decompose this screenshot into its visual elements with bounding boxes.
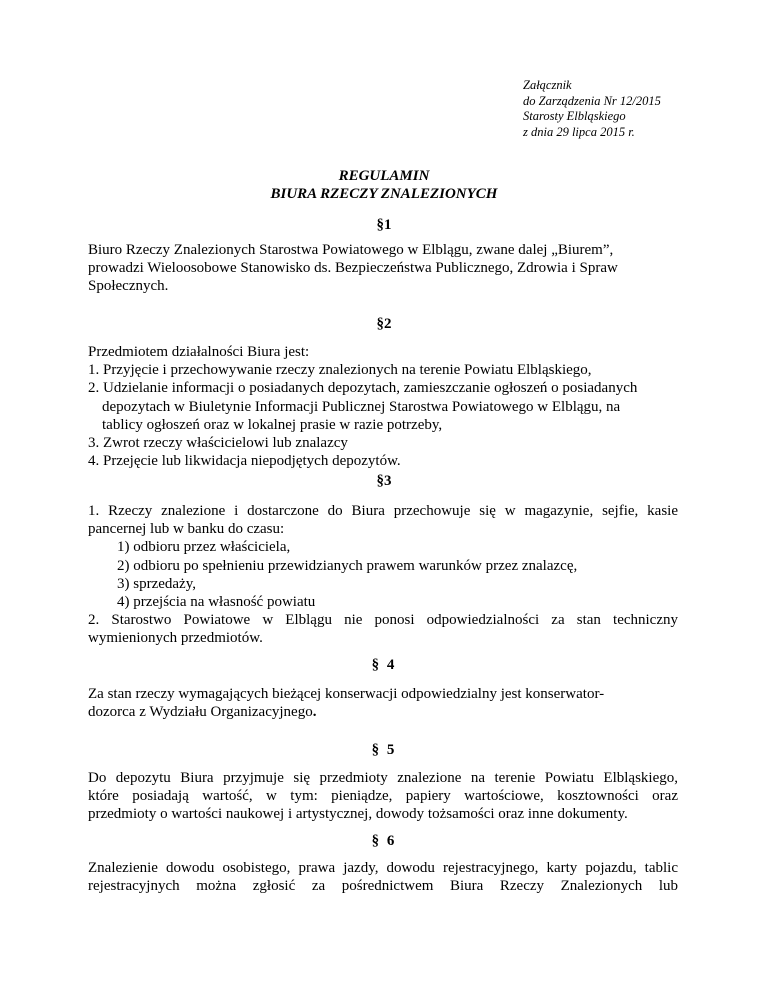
annex-line-4: z dnia 29 lipca 2015 r. [523, 124, 635, 139]
section-3-sub-1: 1) odbioru przez właściciela, [117, 539, 291, 556]
section-2-intro: Przedmiotem działalności Biura jest: [88, 344, 310, 360]
title-line-2: BIURA RZECZY ZNALEZIONYCH [270, 186, 498, 202]
section-2-item-2-cont: tablicy ogłoszeń oraz w lokalnej prasie w razie potrzeby, [102, 416, 443, 433]
section-1-line: prowadzi Wieloosobowe Stanowisko ds. Bezpieczeństwa Publicznego, Zdrowia i Spraw [88, 260, 618, 277]
section-3-body [88, 502, 678, 648]
section-5-line: przedmioty o wartości naukowej i artystycznej, dowody tożsamości oraz inne dokumenty. [88, 806, 628, 823]
section-4-heading: § 4 [371, 657, 397, 673]
section-6-line: rejestracyjnych można zgłosić za pośrednictwem Biura Rzeczy Znalezionych lub [88, 878, 678, 895]
section-2-body [88, 343, 678, 470]
section-3-para-2-cont: wymienionych przedmiotów. [88, 630, 263, 647]
section-5-body [88, 769, 678, 824]
section-3-heading: §3 [376, 473, 392, 489]
section-2-item-2-cont: depozytach w Biuletynie Informacji Publicznej Starostwa Powiatowego w Elblągu, na [102, 398, 621, 415]
section-2-item-3: 3. Zwrot rzeczy właścicielowi lub znalazcy [88, 435, 348, 452]
annex-note [523, 78, 661, 140]
section-3-sub-2: 2) odbioru po spełnieniu przewidzianych prawem warunków przez znalazcę, [117, 557, 578, 574]
section-1-line: Biuro Rzeczy Znalezionych Starostwa Powiatowego w Elblągu, zwane dalej „Biurem”, [88, 242, 614, 258]
section-2-item-4: 4. Przejęcie lub likwidacja niepodjętych depozytów. [88, 453, 401, 470]
section-4-line [88, 703, 678, 721]
annex-line-3: Starosty Elbląskiego [523, 109, 626, 123]
section-4-line-text: dozorca z Wydziału Organizacyjnego [88, 704, 313, 721]
annex-line-1: Załącznik [523, 78, 572, 92]
section-2-item-2: 2. Udzielanie informacji o posiadanych depozytach, zamieszczanie ogłoszeń o posiadanych [88, 380, 638, 397]
section-5-line: Do depozytu Biura przyjmuje się przedmioty znalezione na terenie Powiatu Elbląskiego, [88, 770, 678, 786]
section-5-heading: § 5 [371, 742, 397, 758]
title-line-1: REGULAMIN [338, 168, 430, 184]
section-5-line: które posiadają wartość, w tym: pieniądze, papiery wartościowe, kosztowności oraz [88, 788, 678, 805]
section-3-para-1: 1. Rzeczy znalezione i dostarczone do Biura przechowuje się w magazynie, sejfie, kasie [88, 503, 678, 519]
section-1-heading: §1 [376, 217, 392, 233]
section-6-line: Znalezienie dowodu osobistego, prawa jazdy, dowodu rejestracyjnego, karty pojazdu, tablic [88, 860, 678, 876]
section-6-body [88, 859, 678, 895]
section-3-para-2: 2. Starostwo Powiatowe w Elblągu nie ponosi odpowiedzialności za stan techniczny [88, 612, 678, 629]
annex-line-2: do Zarządzenia Nr 12/2015 [523, 93, 661, 108]
section-4-body [88, 685, 678, 721]
section-6-heading: § 6 [371, 833, 397, 849]
section-3-para-1-cont: pancernej lub w banku do czasu: [88, 521, 285, 538]
section-3-sub-3: 3) sprzedaży, [117, 575, 196, 592]
section-1-body [88, 241, 678, 296]
section-1-line: Społecznych. [88, 278, 169, 295]
section-2-item-1: 1. Przyjęcie i przechowywanie rzeczy znalezionych na terenie Powiatu Elbląskiego, [88, 362, 592, 379]
section-4-line: Za stan rzeczy wymagających bieżącej konserwacji odpowiedzialny jest konserwator- [88, 686, 605, 702]
section-3-sub-4: 4) przejścia na własność powiatu [117, 594, 316, 611]
section-2-heading: §2 [376, 316, 392, 332]
section-4-period: . [312, 704, 317, 721]
